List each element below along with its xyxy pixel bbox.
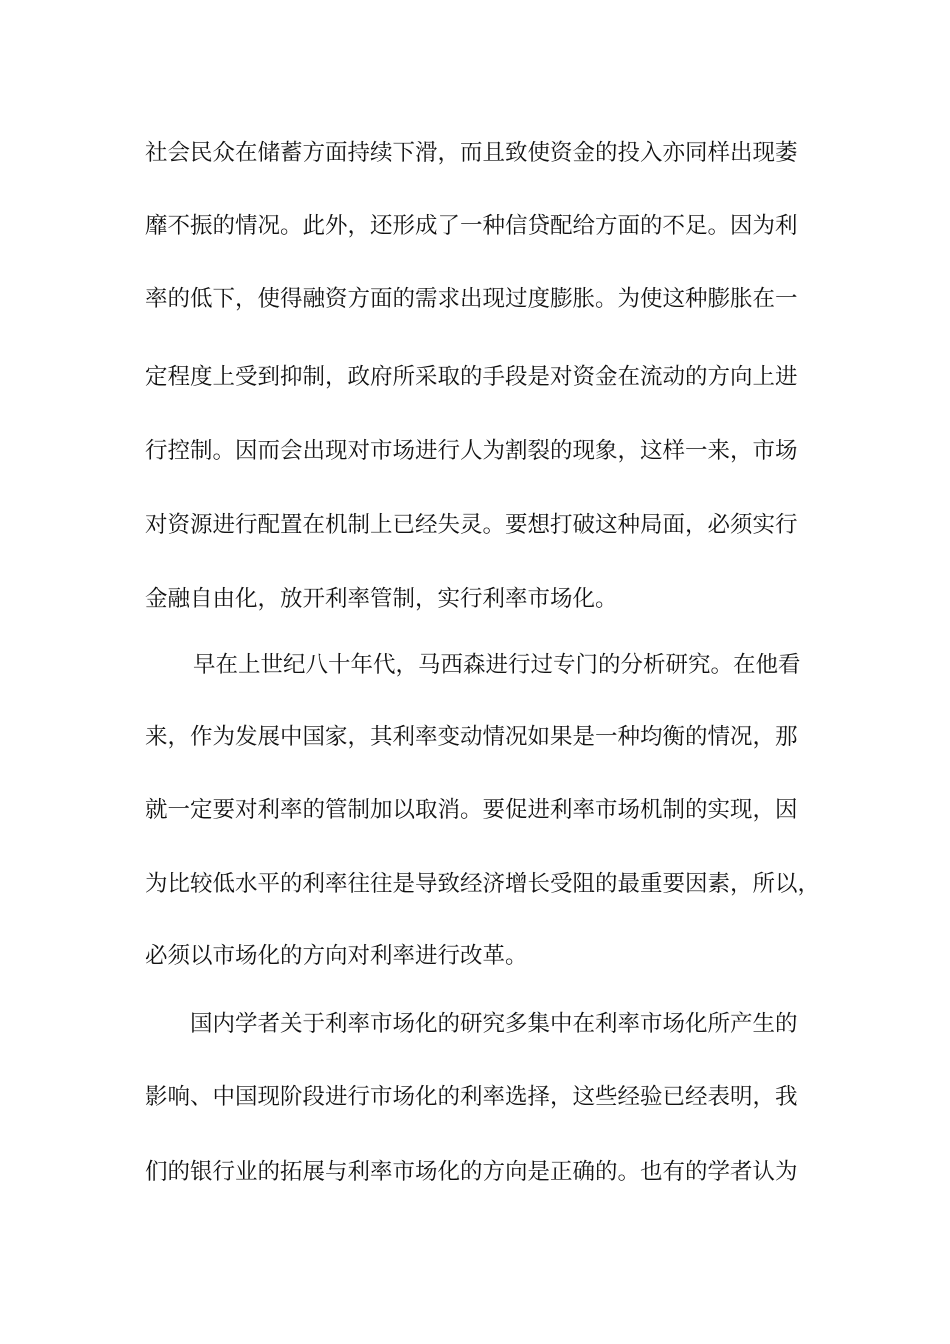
text-line: 就一定要对利率的管制加以取消。要促进利率市场机制的实现，因 <box>145 797 798 823</box>
text-line: 来，作为发展中国家，其利率变动情况如果是一种均衡的情况，那 <box>145 724 798 750</box>
text-line: 靡不振的情况。此外，还形成了一种信贷配给方面的不足。因为利 <box>145 213 798 239</box>
text-line: 对资源进行配置在机制上已经失灵。要想打破这种局面，必须实行 <box>145 512 798 538</box>
text-line: 影响、中国现阶段进行市场化的利率选择，这些经验已经表明，我 <box>145 1084 798 1110</box>
text-line: 必须以市场化的方向对利率进行改革。 <box>145 943 528 969</box>
text-line: 金融自由化，放开利率管制，实行利率市场化。 <box>145 586 618 612</box>
text-line: 行控制。因而会出现对市场进行人为割裂的现象，这样一来，市场 <box>145 438 798 464</box>
text-line: 们的银行业的拓展与利率市场化的方向是正确的。也有的学者认为 <box>145 1159 798 1185</box>
text-line: 率的低下，使得融资方面的需求出现过度膨胀。为使这种膨胀在一 <box>145 286 798 312</box>
paragraph-first-line: 国内学者关于利率市场化的研究多集中在利率市场化所产生的 <box>190 1011 798 1037</box>
text-line: 定程度上受到抑制，政府所采取的手段是对资金在流动的方向上进 <box>145 364 798 390</box>
text-line: 为比较低水平的利率往往是导致经济增长受阻的最重要因素，所以， <box>145 871 821 897</box>
paragraph-first-line: 早在上世纪八十年代，马西森进行过专门的分析研究。在他看 <box>193 652 801 678</box>
text-line: 社会民众在储蓄方面持续下滑，而且致使资金的投入亦同样出现萎 <box>145 140 798 166</box>
